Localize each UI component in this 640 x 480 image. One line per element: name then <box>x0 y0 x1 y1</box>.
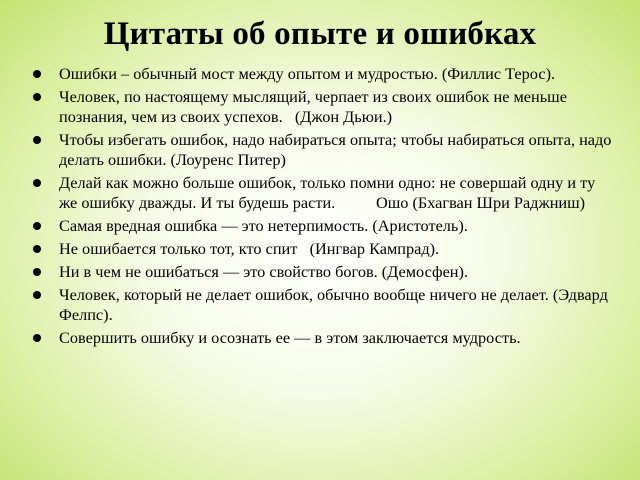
quote-item <box>33 239 613 259</box>
quote-item <box>33 285 613 325</box>
bullet-dot-icon <box>33 93 41 101</box>
bullet-dot-icon <box>33 334 41 342</box>
quote-list <box>33 64 616 351</box>
quote-text: Самая вредная ошибка — это нетерпимость. (Аристотель). <box>59 216 468 235</box>
bullet-dot-icon <box>33 245 41 253</box>
quote-text: Не ошибается только тот, кто спит (Ингвар Кампрад). <box>59 239 440 258</box>
quote-text: Человек, который не делает ошибок, обычно вообще ничего не делает. (Эдвард Фелпс). <box>59 285 612 324</box>
bullet-dot-icon <box>33 70 41 78</box>
quote-text: Чтобы избегать ошибок, надо набираться опыта; чтобы набираться опыта, надо делать ошибки. (Лоуренс Питер) <box>59 130 616 169</box>
quote-text: Совершить ошибку и осознать ее — в этом заключается мудрость. <box>59 328 521 347</box>
quote-text: Человек, по настоящему мыслящий, черпает из своих ошибок не меньше познания, чем из своих успехов. (Джон Дьюи.) <box>59 87 572 126</box>
quote-item <box>33 87 613 127</box>
bullet-dot-icon <box>33 179 41 187</box>
bullet-dot-icon <box>33 268 41 276</box>
quote-item <box>33 262 613 282</box>
bullet-dot-icon <box>33 291 41 299</box>
quote-item <box>33 173 613 213</box>
quote-item <box>33 130 616 170</box>
quote-text: Делай как можно больше ошибок, только помни одно: не совершай одну и ту же ошибку дважды. И ты будешь расти. Ошо (Бхагван Шри Раджниш) <box>59 173 600 212</box>
slide-title: Цитаты об опыте и ошибках <box>103 16 537 52</box>
quote-item <box>33 328 613 348</box>
quote-text: Ошибки – обычный мост между опытом и мудростью. (Филлис Терос). <box>59 64 556 83</box>
quote-item <box>33 64 613 84</box>
quote-item <box>33 216 613 236</box>
bullet-dot-icon <box>33 136 41 144</box>
bullet-dot-icon <box>33 222 41 230</box>
quote-text: Ни в чем не ошибаться — это свойство богов. (Демосфен). <box>59 262 469 281</box>
